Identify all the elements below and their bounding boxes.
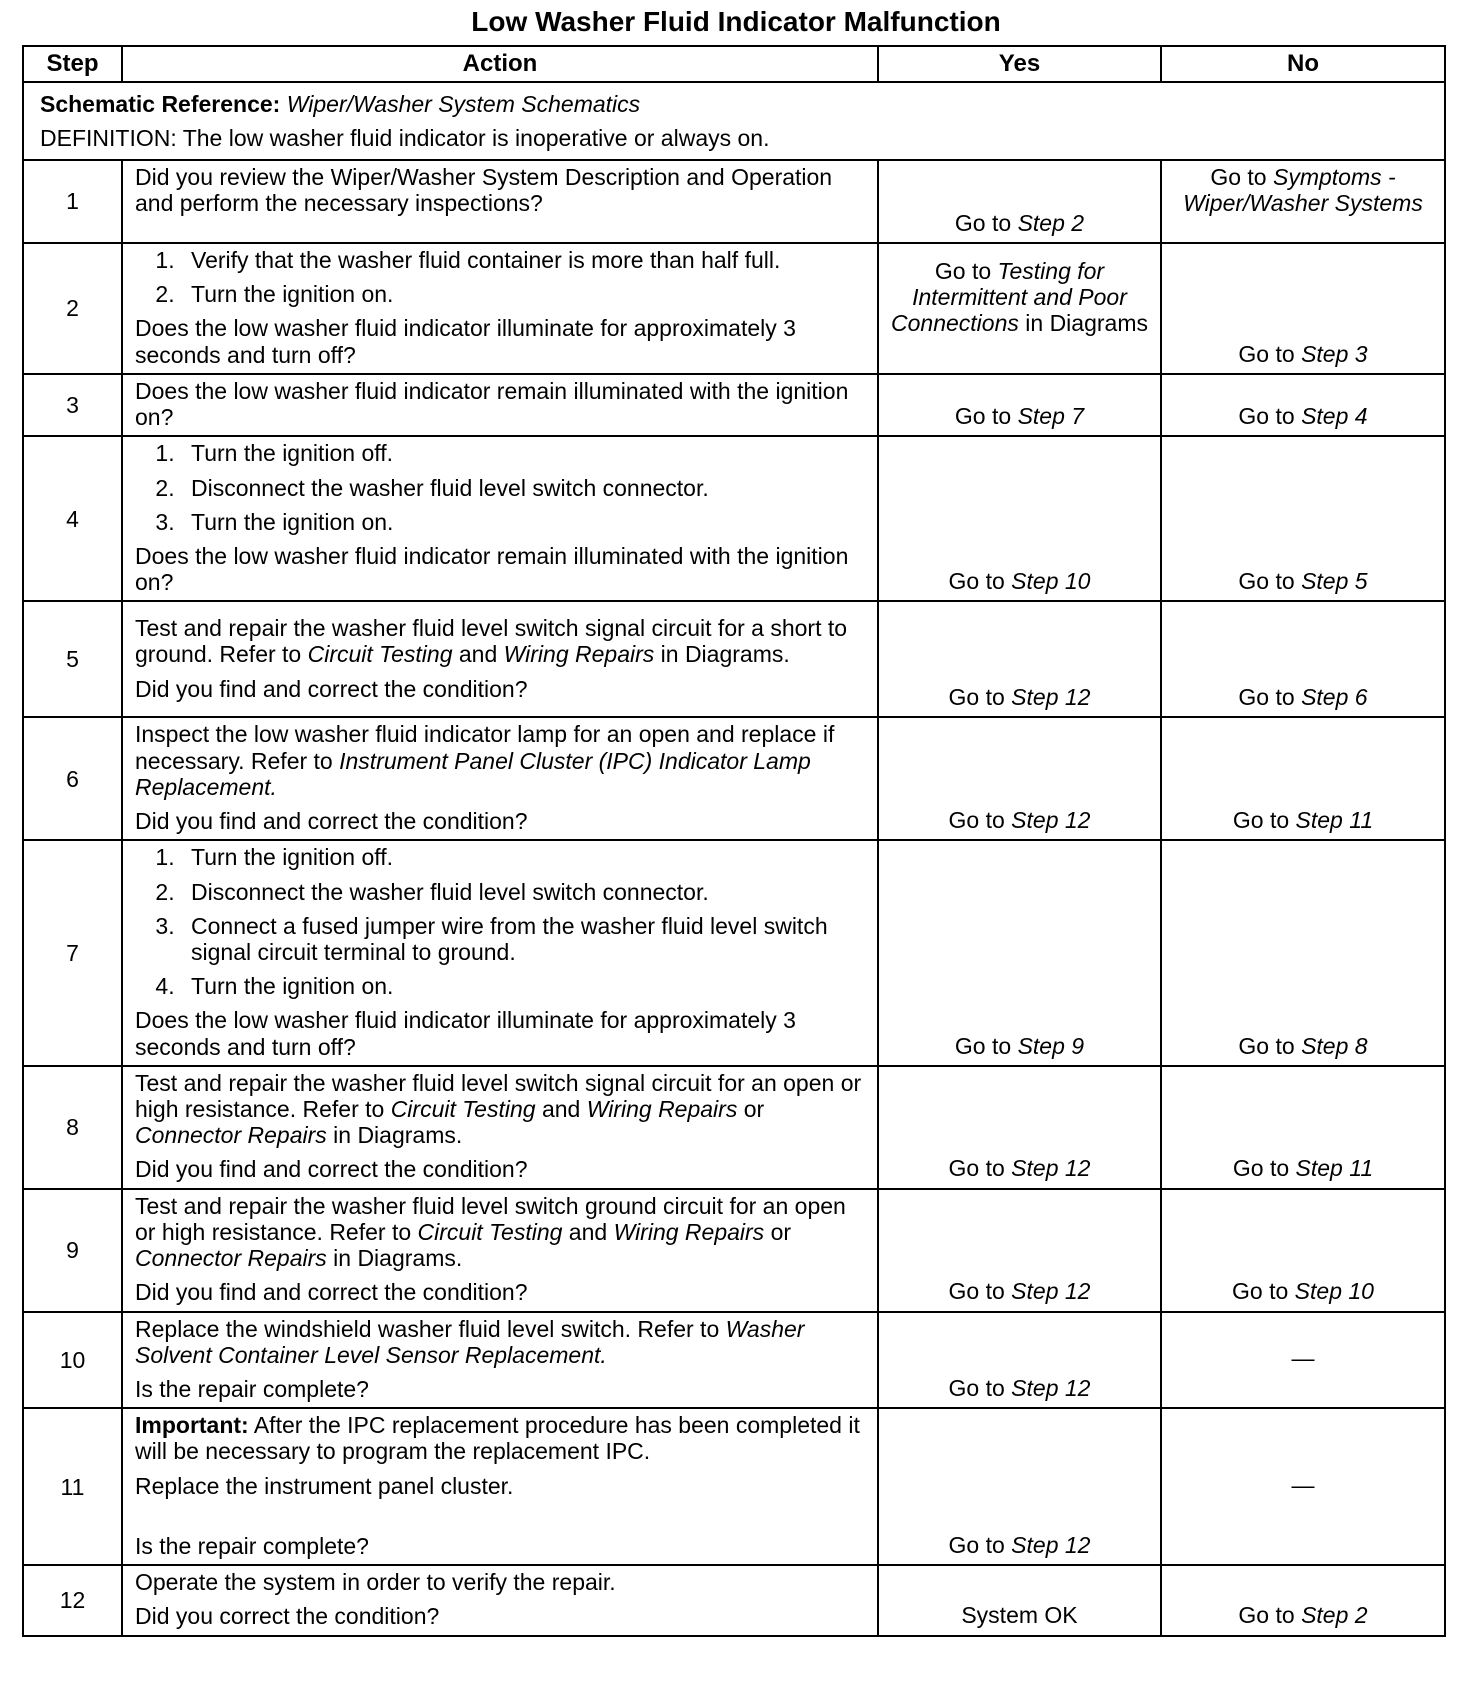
action-cell xyxy=(122,717,878,840)
question-text: Is the repair complete? xyxy=(135,1376,369,1402)
action-cell xyxy=(122,1066,878,1189)
goto-text: Go to xyxy=(948,1278,1005,1305)
goto-text: Go to xyxy=(948,1531,1005,1558)
schematic-reference xyxy=(40,91,1434,117)
step-number: 8 xyxy=(23,1066,122,1189)
no-cell xyxy=(1161,1066,1445,1189)
header-action: Action xyxy=(122,46,878,82)
reference-link[interactable]: Circuit Testing xyxy=(417,1218,563,1245)
no-link[interactable]: Step 3 xyxy=(1301,340,1368,367)
yes-link[interactable]: Step 12 xyxy=(1011,1155,1091,1182)
yes-link[interactable]: Testing for Intermittent and Poor Connections xyxy=(891,258,1127,337)
reference-link[interactable]: Connector Repairs xyxy=(135,1122,327,1149)
goto-text: Go to xyxy=(948,807,1005,834)
action-cell xyxy=(122,601,878,717)
instruction-text: Operate the system in order to verify the repair. xyxy=(135,1569,616,1596)
list-item: 2. Turn the ignition on. xyxy=(181,281,869,307)
instruction-text: Test and repair the washer fluid level switch signal circuit for an open or high resistance. Refer to Circuit Testing and Wiring Repairs or Connector Repairs in Diagrams. xyxy=(135,1069,862,1149)
table-row xyxy=(23,160,1445,243)
goto-text: Go to xyxy=(954,1032,1012,1059)
yes-cell xyxy=(878,1189,1161,1312)
question-text: Did you find and correct the condition? xyxy=(135,808,528,835)
no-link[interactable]: Step 11 xyxy=(1295,807,1374,834)
diagrams-text: Diagrams xyxy=(1049,310,1148,337)
goto-text: Go to xyxy=(954,209,1012,236)
table-row xyxy=(23,374,1445,436)
instruction-text: Replace the windshield washer fluid level switch. Refer to Washer Solvent Container Level Sensor Replacement. xyxy=(135,1315,805,1368)
yes-cell xyxy=(878,840,1161,1066)
goto-text: Go to xyxy=(954,403,1012,430)
goto-text: Go to xyxy=(1238,1602,1295,1629)
table-row xyxy=(23,1066,1445,1189)
goto-text: Go to xyxy=(1238,684,1295,711)
page-title: Low Washer Fluid Indicator Malfunction xyxy=(471,6,1001,37)
reference-link[interactable]: Wiring Repairs xyxy=(503,641,655,668)
schematic-reference-cell xyxy=(23,82,1445,160)
yes-link[interactable]: Step 12 xyxy=(1011,807,1091,834)
goto-text: Go to xyxy=(934,258,992,284)
step-number: 4 xyxy=(23,436,122,601)
step-number: 3 xyxy=(23,374,122,436)
question-text: Did you find and correct the condition? xyxy=(135,675,528,702)
no-cell xyxy=(1161,601,1445,717)
action-cell xyxy=(122,840,878,1066)
reference-link[interactable]: Circuit Testing xyxy=(390,1096,536,1123)
action-cell xyxy=(122,160,878,243)
table-row xyxy=(23,601,1445,717)
important-note: Important: After the IPC replacement procedure has been completed it will be necessary to program the replacement IPC. xyxy=(135,1412,860,1465)
list-item: 3. Turn the ignition on. xyxy=(181,509,869,535)
yes-link[interactable]: Step 10 xyxy=(1011,568,1091,595)
definition-text: DEFINITION: The low washer fluid indicator is inoperative or always on. xyxy=(40,125,770,151)
yes-cell xyxy=(878,1408,1161,1565)
list-item: 1. Verify that the washer fluid container is more than half full. xyxy=(181,247,869,273)
schematic-reference-label: Schematic Reference: xyxy=(40,90,281,117)
goto-text: Go to xyxy=(1238,340,1295,367)
diagnostic-table xyxy=(22,45,1446,1637)
no-link[interactable]: Step 6 xyxy=(1301,684,1368,711)
no-cell xyxy=(1161,374,1445,436)
yes-cell xyxy=(878,1066,1161,1189)
goto-text: Go to xyxy=(1238,568,1295,595)
table-row xyxy=(23,1189,1445,1312)
question-text: Does the low washer fluid indicator remain illuminated with the ignition on? xyxy=(135,542,849,596)
question-text: Did you find and correct the condition? xyxy=(135,1279,528,1306)
no-cell xyxy=(1161,840,1445,1066)
step-number: 2 xyxy=(23,243,122,374)
goto-text: Go to xyxy=(1232,1155,1290,1182)
schematic-reference-row xyxy=(23,82,1445,160)
table-row xyxy=(23,1408,1445,1565)
step-number: 1 xyxy=(23,160,122,243)
no-cell: — xyxy=(1161,1408,1445,1565)
schematic-reference-link[interactable]: Wiper/Washer System Schematics xyxy=(286,90,641,117)
list-item: 1. Turn the ignition off. xyxy=(181,844,869,870)
action-cell xyxy=(122,436,878,601)
no-link[interactable]: Step 8 xyxy=(1301,1032,1368,1059)
step-number: 7 xyxy=(23,840,122,1066)
action-cell xyxy=(122,1408,878,1565)
no-link[interactable]: Step 10 xyxy=(1294,1278,1374,1305)
no-cell xyxy=(1161,243,1445,374)
no-link[interactable]: Symptoms - Wiper/Washer Systems xyxy=(1183,164,1423,217)
important-label: Important: xyxy=(135,1412,249,1439)
yes-link[interactable]: Step 12 xyxy=(1011,1531,1091,1558)
substep-list xyxy=(135,440,869,535)
list-item: 1. Turn the ignition off. xyxy=(181,440,869,466)
yes-cell xyxy=(878,436,1161,601)
reference-link[interactable]: Wiring Repairs xyxy=(586,1096,738,1123)
goto-text: Go to xyxy=(948,684,1005,711)
no-link[interactable]: Step 2 xyxy=(1301,1602,1368,1629)
step-number: 6 xyxy=(23,717,122,840)
goto-text: Go to xyxy=(1238,1032,1295,1059)
instruction-text: Test and repair the washer fluid level switch signal circuit for a short to ground. Refer to Circuit Testing and Wiring Repairs in Diagrams. xyxy=(135,615,848,668)
no-cell xyxy=(1161,160,1445,243)
table-row xyxy=(23,1565,1445,1635)
yes-link[interactable]: Step 2 xyxy=(1017,209,1085,236)
action-cell xyxy=(122,243,878,374)
no-link[interactable]: Step 11 xyxy=(1295,1155,1374,1182)
question-text: Did you find and correct the condition? xyxy=(135,1156,528,1183)
list-item: 2. Disconnect the washer fluid level switch connector. xyxy=(181,879,869,905)
reference-link[interactable]: Instrument Panel Cluster (IPC) Indicator Lamp Replacement. xyxy=(135,747,811,800)
instruction-text: Inspect the low washer fluid indicator lamp for an open and replace if necessary. Refer to Instrument Panel Cluster (IPC) Indicator Lamp Replacement. xyxy=(135,721,835,800)
step-number: 12 xyxy=(23,1565,122,1635)
header-no: No xyxy=(1161,46,1445,82)
instruction-text: Test and repair the washer fluid level switch ground circuit for an open or high resistance. Refer to Circuit Testing and Wiring Repairs or Connector Repairs in Diagrams. xyxy=(135,1192,846,1272)
yes-link[interactable]: Step 9 xyxy=(1017,1032,1085,1059)
goto-text: Go to xyxy=(948,568,1005,595)
header-row xyxy=(23,46,1445,82)
reference-link[interactable]: Circuit Testing xyxy=(307,641,453,668)
no-cell xyxy=(1161,1565,1445,1635)
goto-text: Go to xyxy=(1232,1278,1289,1305)
no-cell xyxy=(1161,717,1445,840)
question-text: Did you correct the condition? xyxy=(135,1603,440,1630)
reference-link[interactable]: Washer Solvent Container Level Sensor Replacement. xyxy=(135,1315,805,1368)
list-item: 4. Turn the ignition on. xyxy=(181,973,869,999)
yes-cell: System OK xyxy=(878,1565,1161,1635)
question-text: Does the low washer fluid indicator illuminate for approximately 3 seconds and turn off? xyxy=(135,1007,796,1060)
yes-cell xyxy=(878,160,1161,243)
no-link[interactable]: Step 4 xyxy=(1301,403,1368,430)
goto-text: Go to xyxy=(1232,807,1290,834)
yes-cell xyxy=(878,243,1161,374)
step-number: 5 xyxy=(23,601,122,717)
no-cell xyxy=(1161,1189,1445,1312)
goto-text: Go to xyxy=(1210,164,1267,190)
step-number: 10 xyxy=(23,1312,122,1409)
goto-text: Go to xyxy=(948,1155,1005,1182)
action-cell xyxy=(122,1189,878,1312)
question-text: Did you review the Wiper/Washer System Description and Operation and perform the necessary inspections? xyxy=(135,164,833,217)
yes-cell xyxy=(878,601,1161,717)
question-text: Does the low washer fluid indicator illuminate for approximately 3 seconds and turn off? xyxy=(135,315,796,368)
substep-list xyxy=(135,844,869,999)
yes-cell xyxy=(878,1312,1161,1409)
reference-link[interactable]: Connector Repairs xyxy=(135,1245,327,1272)
question-text: Is the repair complete? xyxy=(135,1532,369,1559)
header-yes: Yes xyxy=(878,46,1161,82)
no-cell xyxy=(1161,436,1445,601)
yes-link[interactable]: Step 12 xyxy=(1011,1278,1091,1305)
yes-cell xyxy=(878,374,1161,436)
action-cell xyxy=(122,1312,878,1409)
yes-link[interactable]: Step 12 xyxy=(1011,1375,1091,1401)
action-cell xyxy=(122,1565,878,1635)
table-row xyxy=(23,243,1445,374)
list-item: 3. Connect a fused jumper wire from the washer fluid level switch signal circuit terminal to ground. xyxy=(181,913,869,965)
action-cell xyxy=(122,374,878,436)
list-item: 2. Disconnect the washer fluid level switch connector. xyxy=(181,475,869,501)
no-link[interactable]: Step 5 xyxy=(1301,568,1368,595)
no-cell: — xyxy=(1161,1312,1445,1409)
instruction-text: Replace the instrument panel cluster. xyxy=(135,1472,514,1499)
step-number: 9 xyxy=(23,1189,122,1312)
question-text: Does the low washer fluid indicator remain illuminated with the ignition on? xyxy=(135,377,849,431)
yes-link[interactable]: Step 7 xyxy=(1017,403,1085,430)
yes-cell xyxy=(878,717,1161,840)
substep-list xyxy=(135,247,869,307)
table-row xyxy=(23,436,1445,601)
table-row xyxy=(23,840,1445,1066)
step-number: 11 xyxy=(23,1408,122,1565)
in-text: in xyxy=(1025,310,1044,337)
goto-text: Go to xyxy=(1238,403,1295,430)
goto-text: Go to xyxy=(948,1375,1005,1401)
table-row xyxy=(23,717,1445,840)
reference-link[interactable]: Wiring Repairs xyxy=(613,1218,765,1245)
yes-link[interactable]: Step 12 xyxy=(1011,684,1091,711)
table-row xyxy=(23,1312,1445,1409)
header-step: Step xyxy=(23,46,122,82)
